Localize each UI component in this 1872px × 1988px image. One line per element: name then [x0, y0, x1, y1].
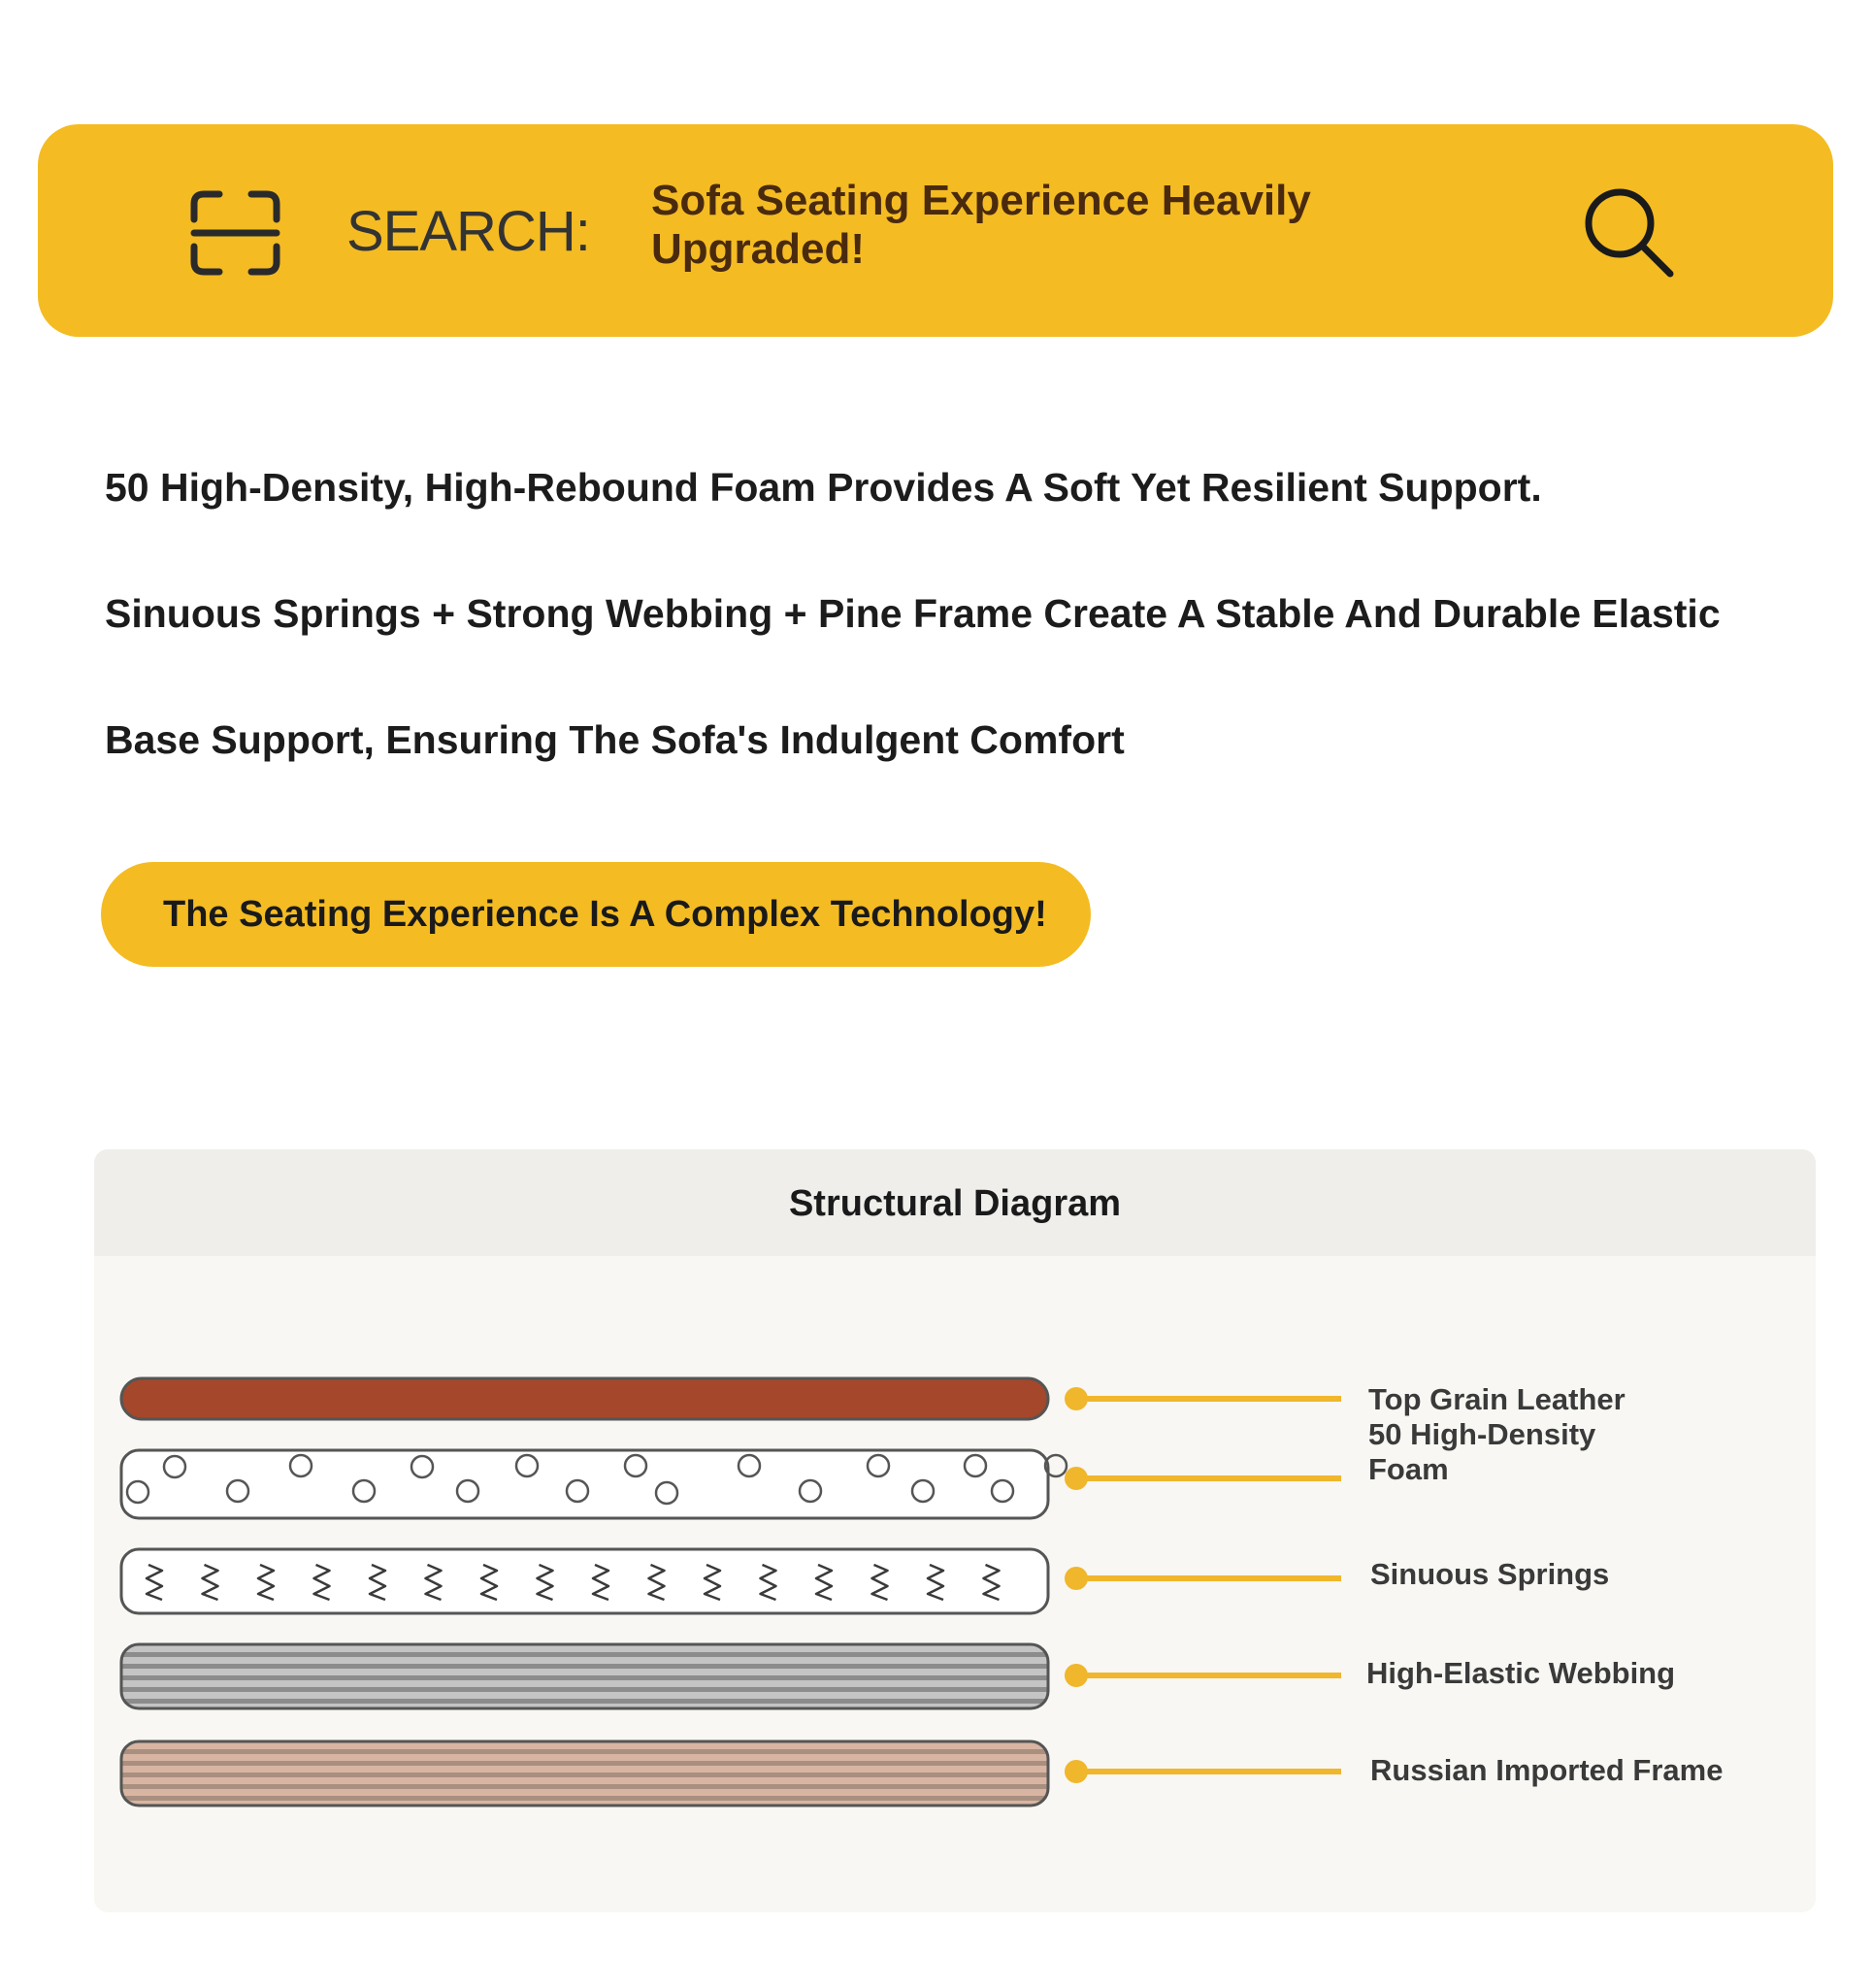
layer-label-line: Russian Imported Frame: [1370, 1753, 1724, 1787]
leader-dot: [1065, 1664, 1088, 1687]
search-query-line-1: Sofa Seating Experience Heavily: [651, 177, 1311, 224]
diagram-title: Structural Diagram: [788, 1183, 1122, 1224]
layer-label-leather: [1368, 1382, 1626, 1417]
webbing-stripe: [121, 1699, 1048, 1704]
leader-dot: [1065, 1467, 1088, 1490]
structural-diagram: [94, 1149, 1816, 1912]
leader-dot: [1065, 1760, 1088, 1783]
webbing-stripe: [121, 1687, 1048, 1692]
leader-dot: [1065, 1567, 1088, 1590]
search-icon[interactable]: [1581, 184, 1678, 282]
layer-webbing: [121, 1644, 1341, 1708]
frame-stripe: [121, 1749, 1048, 1754]
layer-label-frame: [1370, 1753, 1723, 1788]
frame-stripe: [121, 1773, 1048, 1777]
search-query-line-2: Upgraded!: [651, 225, 865, 273]
search-bar[interactable]: [38, 124, 1833, 337]
layer-label-line: Sinuous Springs: [1370, 1557, 1610, 1591]
webbing-stripe: [121, 1675, 1048, 1680]
layer-label-springs: [1370, 1557, 1609, 1592]
springs-bar: [121, 1549, 1048, 1613]
layer-label-line: 50 High-Density: [1368, 1417, 1596, 1451]
leather-bar: [121, 1378, 1048, 1419]
search-label: SEARCH:: [346, 200, 590, 263]
layer-label-line: High-Elastic Webbing: [1366, 1656, 1676, 1690]
technology-banner: [101, 862, 1091, 967]
frame-stripe: [121, 1784, 1048, 1789]
feature-line-1: 50 High-Density, High-Rebound Foam Provides A Soft Yet Resilient Support.: [105, 465, 1542, 510]
layer-leather: [121, 1378, 1341, 1419]
feature-line-2: Sinuous Springs + Strong Webbing + Pine Frame Create A Stable And Durable Elastic: [105, 591, 1721, 636]
layer-label-line: Foam: [1368, 1452, 1449, 1486]
leader-dot: [1065, 1387, 1088, 1410]
webbing-stripe: [121, 1652, 1048, 1657]
technology-banner-text: The Seating Experience Is A Complex Technology!: [163, 894, 1047, 935]
layer-illustration: [94, 1149, 1816, 1912]
frame-stripe: [121, 1761, 1048, 1766]
layer-frame: [121, 1741, 1341, 1806]
layer-foam: [121, 1450, 1341, 1518]
feature-line-3: Base Support, Ensuring The Sofa's Indulgent Comfort: [105, 717, 1125, 762]
scan-icon[interactable]: [190, 190, 280, 276]
layer-springs: [121, 1549, 1341, 1613]
search-query[interactable]: [651, 177, 1486, 274]
frame-stripe: [121, 1796, 1048, 1801]
layer-label-webbing: [1366, 1656, 1675, 1691]
layer-label-foam: [1368, 1417, 1595, 1487]
webbing-stripe: [121, 1664, 1048, 1669]
layer-label-line: Top Grain Leather: [1368, 1382, 1626, 1416]
